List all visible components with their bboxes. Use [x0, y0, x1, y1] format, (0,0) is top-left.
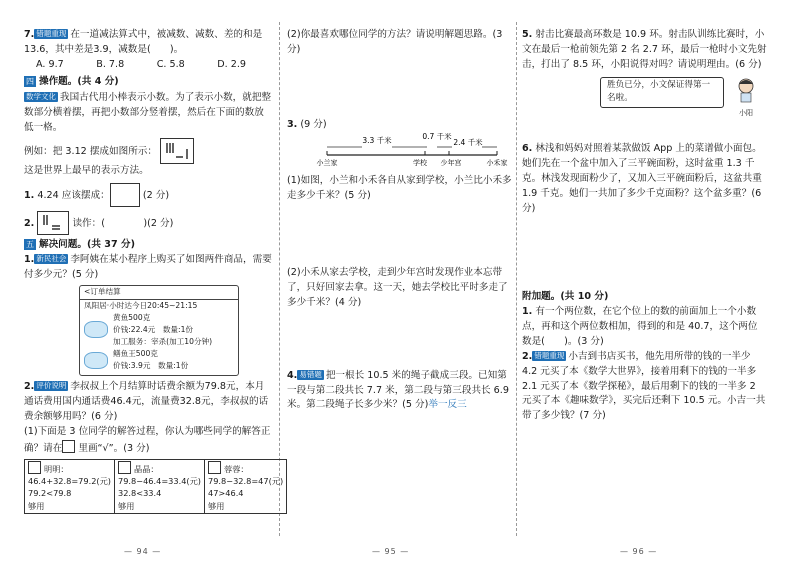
op-question-2: 2. 读作：( )(2 分) [24, 211, 272, 235]
eel-image-icon [84, 352, 108, 369]
column-left [24, 28, 284, 514]
option-b: B. 7.8 [96, 58, 125, 70]
problem-6: 6. 林浅和妈妈对照着某款做饭 App 上的菜谱做小面包。她们先在一个盆中加入了三平碗面粉，这时盆重 1.3 千克。林浅发现面粉少了，又加入三平碗面粉后，这盆共重 1.9 千克。她们一共加了多少千克面粉？这个盆多重？(6 分) [522, 143, 762, 214]
fish-image-icon [84, 321, 108, 338]
option-c: C. 5.8 [156, 58, 185, 70]
section-5-heading: 五 解决问题。(共 37 分) [26, 238, 135, 250]
culture-text: 数学文化 我国古代用小棒表示小数。为了表示小数，就把整数部分横着摆，再把小数部分竖着摆，然后在下面的数放低一格。 [24, 92, 272, 134]
option-a: A. 9.7 [36, 58, 64, 70]
problem-3-part-1: (1)如图，小兰和小禾各自从家到学校，小兰比小禾多走多少千米？(5 分) [287, 175, 512, 202]
options-row [24, 58, 272, 73]
svg-text:小兰家: 小兰家 [316, 158, 338, 167]
problem-3-part-2: (2)小禾从家去学校，走到少年宫时发现作业本忘带了，只好回家去拿。这一天，她去学校比平时多走了多少千米？(4 分) [287, 267, 508, 308]
rod-figure-example [160, 138, 194, 164]
practice-link[interactable]: 举一反三 [428, 399, 467, 411]
problem-2: 2. 评价说明 李叔叔上个月结算时话费余额为79.8元，本月通话费用国内通话费46.4元，流量费32.8元，李叔叔的话费余额够用吗？(6 分) [24, 381, 269, 423]
page-number-right: — 96 — [620, 546, 658, 556]
svg-text:学校: 学校 [413, 158, 427, 167]
op-question-1: 1. 4.24 应该摆成： (2 分) [24, 183, 272, 207]
svg-text:小禾家: 小禾家 [486, 158, 508, 167]
svg-text:2.4 千米: 2.4 千米 [453, 137, 483, 147]
problem-3: 3. (9 分) [287, 118, 327, 130]
solution-mingming: 明明： 46.4+32.8=79.2(元) 79.2<79.8 够用 [25, 459, 115, 513]
column-divider [516, 22, 517, 536]
speech-bubble: 胜负已分，小文保证得第一名啦。 小阳 [600, 77, 724, 109]
culture-note: 这是世界上最早的表示方法。 [24, 165, 149, 177]
page-number-left: — 94 — [124, 546, 162, 556]
solution-rongrong: 蓉蓉： 79.8−32.8=47(元) 47>46.4 够用 [205, 459, 287, 513]
solutions-table [24, 459, 287, 514]
question-7: 7. 错题重现 在一道减法算式中，被减数、减数、差的和是13.6，其中差是3.9，减数是( )。 [24, 29, 263, 55]
bonus-heading: 附加题。(共 10 分) [522, 291, 609, 303]
order-screenshot [79, 285, 239, 376]
order-item-eel: 鳝鱼王500克 价钱:3.9元 数量:1份 [84, 348, 234, 372]
problem-5: 5. 射击比赛最高环数是 10.9 环。射击队训练比赛时，小文在最后一枪前领先第 2 名 2.7 环，最后一枪时小文先射击，打出了 8.5 环，小阳说得对吗？请说明理由。(6 分) [522, 29, 767, 70]
distance-diagram [287, 133, 513, 169]
column-right [522, 28, 767, 424]
svg-text:0.7 千米: 0.7 千米 [422, 132, 452, 141]
culture-example: 例如：把 3.12 摆成如图所示： [24, 138, 272, 164]
bonus-2: 2. 错题重现 小吉到书店买书，他先用所带的钱的一半少 4.2 元买了本《数学大世界》，接着用剩下的钱的一半多 2.1 元买了本《数学探秘》，最后用剩下的钱的一半多 2 元买了本《趣味数学》，买完后还剩下 10.5 元。小吉一共带了多少钱？(7 分) [522, 350, 766, 422]
problem-2-sub: (1)下面是 3 位同学的解答过程，你认为哪些同学的解答正确？请在 里画“√”。(3 分) [24, 426, 271, 454]
svg-text:少年宫: 少年宫 [440, 158, 462, 167]
checkbox[interactable] [208, 461, 221, 474]
answer-box[interactable] [110, 183, 140, 207]
order-item-fish: 黄鱼500克 价钱:22.4元 数量:1份 加工服务：宰杀(加工10分钟) [84, 312, 234, 348]
checkbox[interactable] [28, 461, 41, 474]
order-title: <订单结算 [80, 286, 238, 299]
order-address: 凤阳居·小时达今日20:45~21:15 [84, 300, 198, 310]
column-middle [287, 28, 513, 413]
svg-text:3.3 千米: 3.3 千米 [362, 135, 392, 145]
bonus-1: 1. 有一个两位数，在它个位上的数的前面加上一个小数点，再和这个两位数相加，得到的和是 40.7，这个两位数是( )。(3 分) [522, 306, 758, 347]
checkbox-icon [62, 440, 75, 453]
problem-4: 4. 易错题 把一根长 10.5 米的绳子截成三段。已知第一段与第二段共长 7.7 米，第二段与第三段共长 6.9 米。第二段绳子长多少米？(5 分)举一反三 [287, 369, 509, 411]
section-4-heading: 四 操作题。(共 4 分) [26, 75, 119, 87]
checkbox[interactable] [118, 461, 131, 474]
problem-1: 1. 新民社会 李阿姨在某小程序上购买了如图两件商品，需要付多少元？(5 分) [24, 253, 272, 280]
option-d: D. 2.9 [217, 58, 246, 70]
speaker-name: 小阳 [739, 108, 753, 117]
boy-cartoon-icon [733, 76, 759, 106]
rod-figure-question [37, 211, 69, 235]
problem-2-part-2: (2)你最喜欢哪位同学的方法？请说明解题思路。(3 分) [287, 29, 503, 55]
solution-jingjing: 晶晶： 79.8−46.4=33.4(元) 32.8<33.4 够用 [115, 459, 205, 513]
page-number-middle: — 95 — [372, 546, 410, 556]
